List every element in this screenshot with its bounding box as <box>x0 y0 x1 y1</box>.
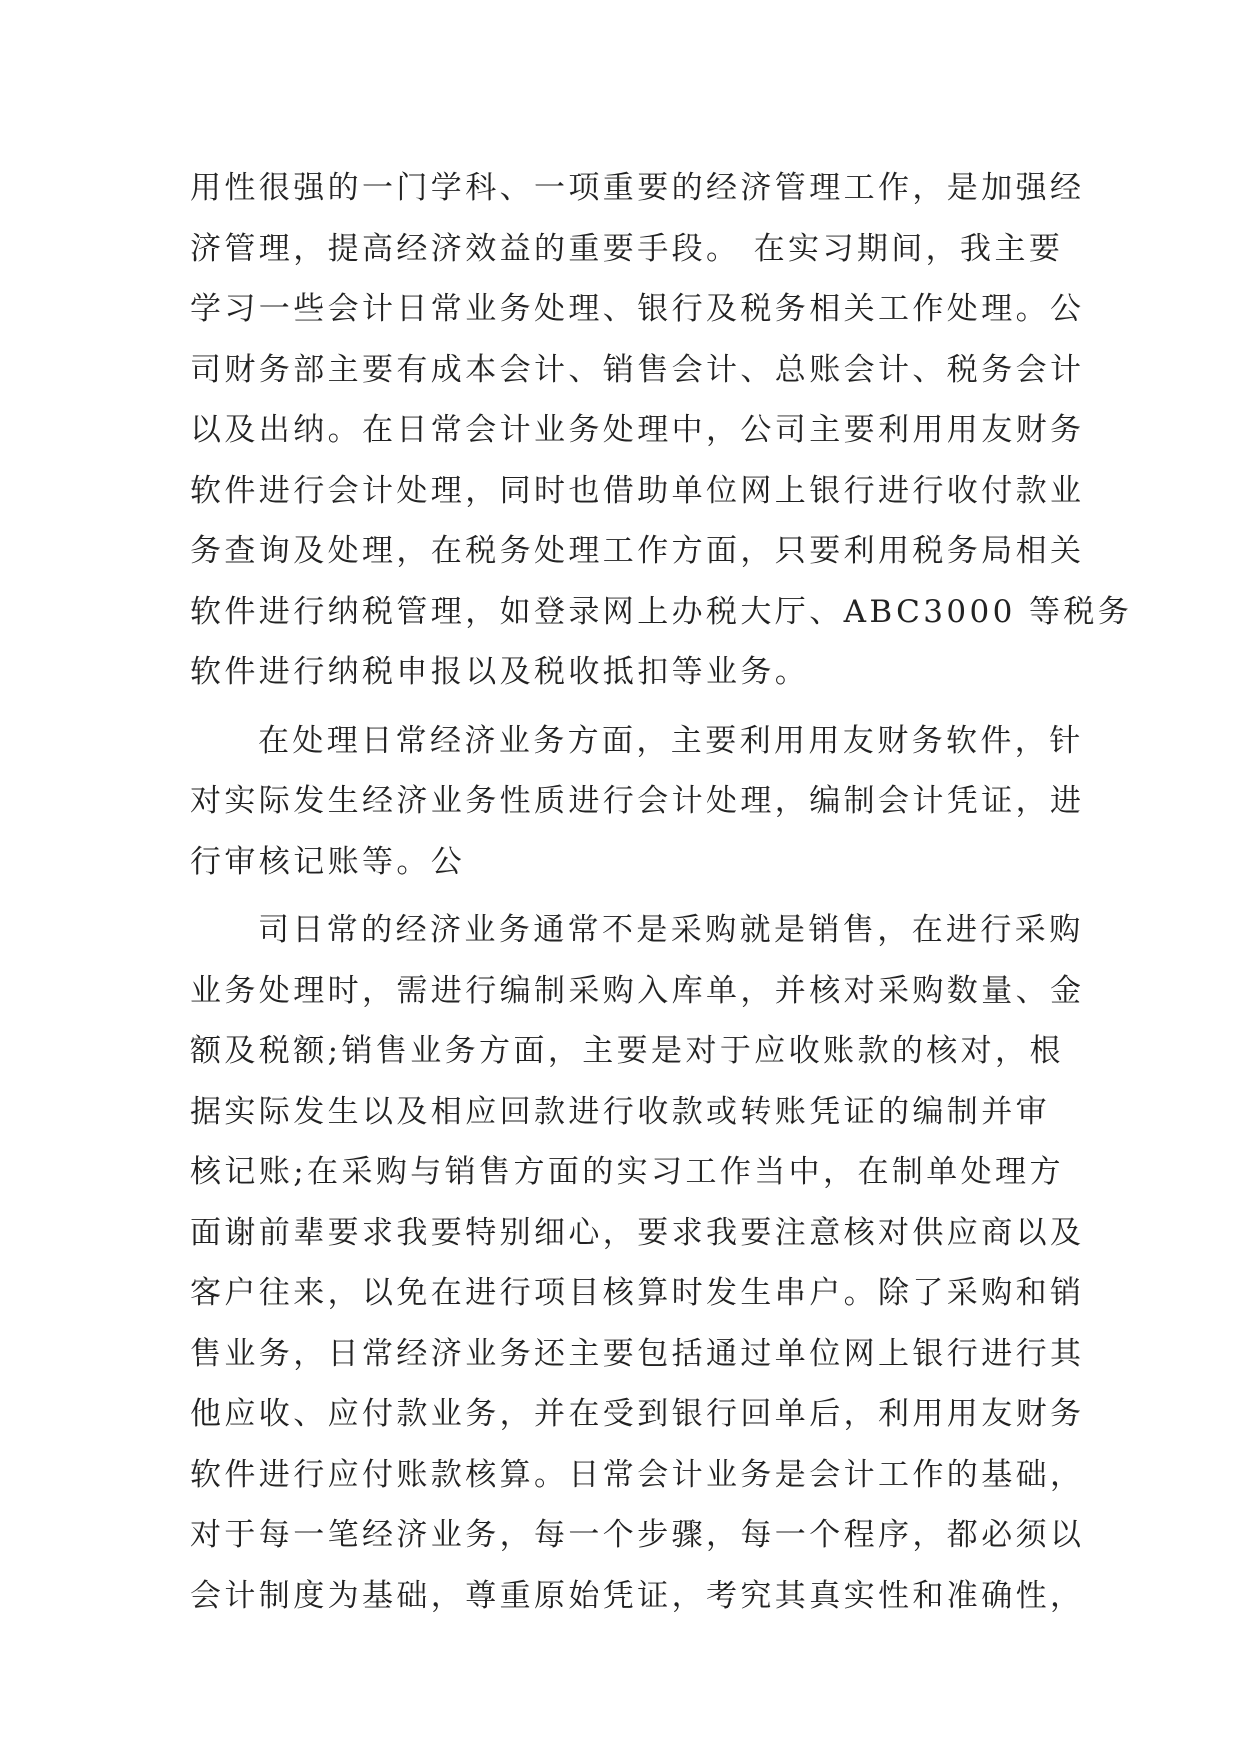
paragraph-gap <box>190 892 1070 900</box>
paragraph <box>190 158 1133 703</box>
paragraph <box>190 900 1085 1626</box>
text-line: 额及税额;销售业务方面，主要是对于应收账款的核对，根 <box>190 1033 1064 1069</box>
text-line: 用性很强的一门学科、一项重要的经济管理工作，是加强经 <box>190 170 1085 206</box>
text-line: 软件进行纳税管理，如登录网上办税大厅、ABC3000 等税务 <box>190 593 1133 630</box>
text-line: 务查询及处理，在税务处理工作方面，只要利用税务局相关 <box>190 533 1085 569</box>
text-line: 学习一些会计日常业务处理、银行及税务相关工作处理。公 <box>190 291 1085 327</box>
text-line: 对于每一笔经济业务，每一个步骤，每一个程序，都必须以 <box>190 1517 1085 1553</box>
text-line: 会计制度为基础，尊重原始凭证，考究其真实性和准确性， <box>190 1577 1085 1614</box>
paragraph <box>190 711 1085 893</box>
text-line: 以及出纳。在日常会计业务处理中，公司主要利用用友财务 <box>190 412 1085 448</box>
text-line: 济管理，提高经济效益的重要手段。 在实习期间，我主要 <box>190 230 1064 267</box>
text-line: 行审核记账等。公 <box>190 843 466 880</box>
paragraph-gap <box>190 703 1070 711</box>
text-line: 核记账;在采购与销售方面的实习工作当中，在制单处理方 <box>190 1154 1064 1190</box>
text-line: 司财务部主要有成本会计、销售会计、总账会计、税务会计 <box>190 351 1085 388</box>
text-line: 售业务，日常经济业务还主要包括通过单位网上银行进行其 <box>190 1335 1085 1372</box>
text-line: 面谢前辈要求我要特别细心，要求我要注意核对供应商以及 <box>190 1214 1085 1251</box>
text-line: 软件进行应付账款核算。日常会计业务是会计工作的基础， <box>190 1456 1085 1493</box>
text-line: 司日常的经济业务通常不是采购就是销售，在进行采购 <box>258 912 1084 948</box>
text-line: 在处理日常经济业务方面，主要利用用友财务软件，针 <box>258 722 1084 759</box>
text-line: 软件进行纳税申报以及税收抵扣等业务。 <box>190 654 810 690</box>
text-line: 他应收、应付款业务，并在受到银行回单后，利用用友财务 <box>190 1396 1085 1432</box>
text-line: 业务处理时，需进行编制采购入库单，并核对采购数量、金 <box>190 972 1085 1009</box>
body-text <box>190 158 1133 1626</box>
text-line: 据实际发生以及相应回款进行收款或转账凭证的编制并审 <box>190 1093 1050 1130</box>
text-line: 客户往来，以免在进行项目核算时发生串户。除了采购和销 <box>190 1275 1085 1311</box>
text-line: 软件进行会计处理，同时也借助单位网上银行进行收付款业 <box>190 472 1085 509</box>
text-line: 对实际发生经济业务性质进行会计处理，编制会计凭证，进 <box>190 783 1085 819</box>
